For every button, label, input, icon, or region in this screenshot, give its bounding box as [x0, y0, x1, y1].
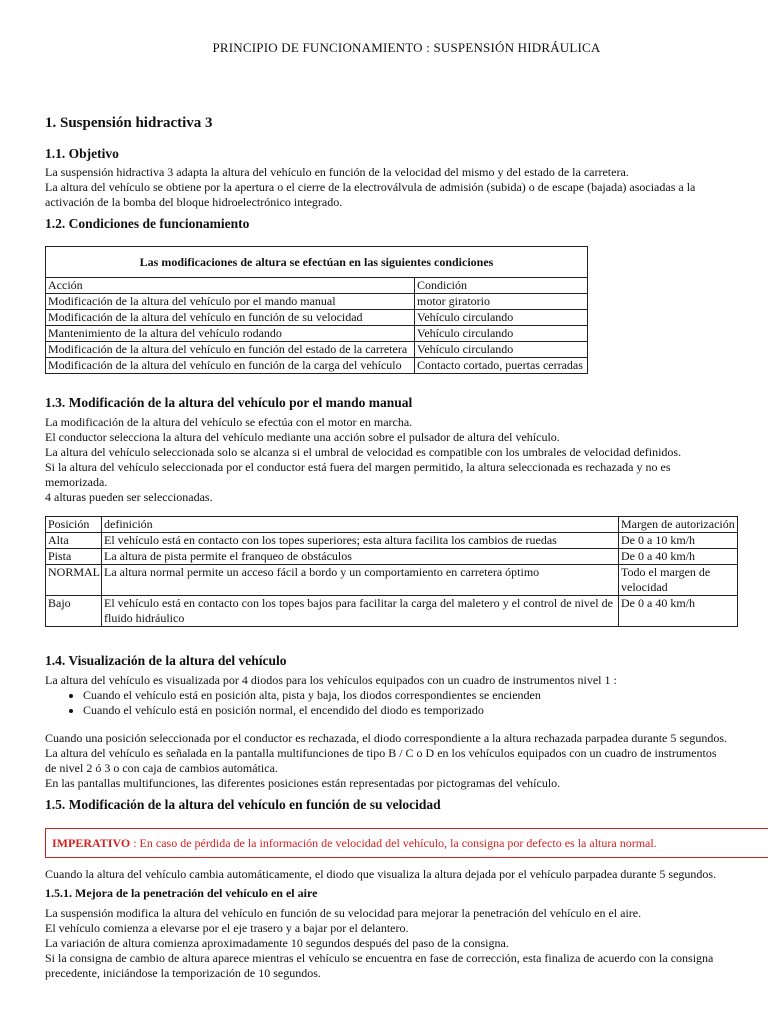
section-1-1-text — [45, 165, 735, 210]
table-row — [46, 358, 588, 374]
table-header-row — [46, 517, 738, 533]
table-cell: La altura normal permite un acceso fácil a bordo y un comportamiento en carretera óptimo — [102, 565, 619, 596]
section-1-5-1-text — [45, 906, 735, 981]
text-line: 4 alturas pueden ser seleccionadas. — [45, 490, 213, 504]
table-row — [46, 549, 738, 565]
text-line: memorizada. — [45, 475, 108, 489]
text-line: Si la altura del vehículo seleccionada por el conductor está fuera del margen permitido, la altura seleccionada es rechazada y no es — [45, 460, 671, 474]
text-line: La modificación de la altura del vehículo se efectúa con el motor en marcha. — [45, 415, 413, 429]
table-cell: Vehículo circulando — [415, 342, 588, 358]
imperative-text: : En caso de pérdida de la información de velocidad del vehículo, la consigna por defecto es la altura normal. — [130, 836, 657, 850]
text-line: activación de la bomba del bloque hidroelectrónico integrado. — [45, 195, 343, 209]
table-row — [46, 596, 738, 627]
imperative-notice — [45, 828, 768, 858]
table-row — [46, 326, 588, 342]
table-cell: Bajo — [46, 596, 102, 627]
table-header-cell: Acción — [46, 278, 415, 294]
table-row — [46, 310, 588, 326]
conditions-table — [45, 246, 588, 374]
table-cell: Modificación de la altura del vehículo por el mando manual — [46, 294, 415, 310]
section-1-4-intro: La altura del vehículo es visualizada por 4 diodos para los vehículos equipados con un cuadro de instrumentos nivel 1 : — [45, 673, 617, 687]
table-cell: De 0 a 40 km/h — [619, 596, 738, 627]
text-line: La suspensión modifica la altura del vehículo en función de su velocidad para mejorar la penetración del vehículo en el aire. — [45, 906, 642, 920]
text-line: En las pantallas multifunciones, las diferentes posiciones están representadas por pictogramas del vehículo. — [45, 776, 561, 790]
text-line: La variación de altura comienza aproximadamente 10 segundos después del paso de la consigna. — [45, 936, 509, 950]
table-row — [46, 294, 588, 310]
document-title: PRINCIPIO DE FUNCIONAMIENTO : SUSPENSIÓN HIDRÁULICA — [212, 40, 601, 55]
text-line: La altura del vehículo seleccionada solo se alcanza si el umbral de velocidad es compatible con los umbrales de velocidad definidos. — [45, 445, 682, 459]
section-1-1-heading: 1.1. Objetivo — [45, 146, 119, 161]
table-row — [46, 342, 588, 358]
table-cell: Todo el margen de velocidad — [619, 565, 738, 596]
table-cell: De 0 a 40 km/h — [619, 549, 738, 565]
table-cell: El vehículo está en contacto con los topes superiores; esta altura facilita los cambios de ruedas — [102, 533, 619, 549]
section-1-3-text — [45, 415, 735, 505]
table-header-cell: Margen de autorización — [619, 517, 738, 533]
table-row — [46, 533, 738, 549]
table-cell: Modificación de la altura del vehículo en función del estado de la carretera — [46, 342, 415, 358]
table-cell: Mantenimiento de la altura del vehículo rodando — [46, 326, 415, 342]
table-cell: Pista — [46, 549, 102, 565]
text-line: precedente, iniciándose la temporización de 10 segundos. — [45, 966, 321, 980]
table-cell: Vehículo circulando — [415, 310, 588, 326]
list-item: • Cuando el vehículo está en posición normal, el encendido del diodo es temporizado — [83, 703, 541, 718]
table-header-cell: definición — [102, 517, 619, 533]
imperative-label: IMPERATIVO — [52, 836, 131, 850]
table-header-cell: Condición — [415, 278, 588, 294]
section-1-4-text — [45, 731, 768, 791]
text-line: El conductor selecciona la altura del vehículo mediante una acción sobre el pulsador de altura del vehículo. — [45, 430, 560, 444]
table-header-row — [46, 278, 588, 294]
table-row — [46, 565, 738, 596]
section-1-2-heading: 1.2. Condiciones de funcionamiento — [45, 216, 250, 231]
text-line: de nivel 2 ó 3 o con caja de cambios automática. — [45, 761, 278, 775]
conditions-table-caption: Las modificaciones de altura se efectúan en las siguientes condiciones — [46, 247, 588, 278]
table-cell: Modificación de la altura del vehículo en función de su velocidad — [46, 310, 415, 326]
table-cell: De 0 a 10 km/h — [619, 533, 738, 549]
table-cell: NORMAL — [46, 565, 102, 596]
section-1-5-1-heading: 1.5.1. Mejora de la penetración del vehículo en el aire — [45, 886, 318, 900]
text-line: Si la consigna de cambio de altura aparece mientras el vehículo se encuentra en fase de corrección, esta finaliza de acuerdo con la consigna — [45, 951, 714, 965]
table-header-cell: Posición — [46, 517, 102, 533]
text-line: La suspensión hidractiva 3 adapta la altura del vehículo en función de la velocidad del mismo y del estado de la carretera. — [45, 165, 629, 179]
table-cell: El vehículo está en contacto con los topes bajos para facilitar la carga del maletero y el control de nivel de fluido hidráulico — [102, 596, 619, 627]
heights-table — [45, 516, 738, 627]
text-line: Cuando una posición seleccionada por el conductor es rechazada, el diodo correspondiente a la altura rechazada parpadea durante 5 segundos. — [45, 731, 728, 745]
text-line: El vehículo comienza a elevarse por el eje trasero y a bajar por el delantero. — [45, 921, 409, 935]
table-cell: Vehículo circulando — [415, 326, 588, 342]
table-cell: motor giratorio — [415, 294, 588, 310]
table-cell: Alta — [46, 533, 102, 549]
text-line: La altura del vehículo se obtiene por la apertura o el cierre de la electroválvula de admisión (subida) o de escape (bajada) asociadas a la — [45, 180, 696, 194]
section-1-3-heading: 1.3. Modificación de la altura del vehículo por el mando manual — [45, 395, 413, 410]
table-cell: Modificación de la altura del vehículo en función de la carga del vehículo — [46, 358, 415, 374]
text-line: La altura del vehículo es señalada en la pantalla multifunciones de tipo B / C o D en los vehículos equipados con un cuadro de instrumentos — [45, 746, 717, 760]
list-item: • Cuando el vehículo está en posición alta, pista y baja, los diodos correspondientes se encienden — [83, 688, 541, 703]
section-1-5-heading: 1.5. Modificación de la altura del vehículo en función de su velocidad — [45, 797, 441, 812]
table-cell: Contacto cortado, puertas cerradas — [415, 358, 588, 374]
table-cell: La altura de pista permite el franqueo de obstáculos — [102, 549, 619, 565]
diode-bullet-list — [45, 688, 541, 718]
section-1-heading: 1. Suspensión hidractiva 3 — [45, 115, 213, 131]
section-1-5-text: Cuando la altura del vehículo cambia automáticamente, el diodo que visualiza la altura dejada por el vehículo parpadea durante 5 segundos. — [45, 867, 717, 881]
section-1-4-heading: 1.4. Visualización de la altura del vehículo — [45, 653, 287, 668]
